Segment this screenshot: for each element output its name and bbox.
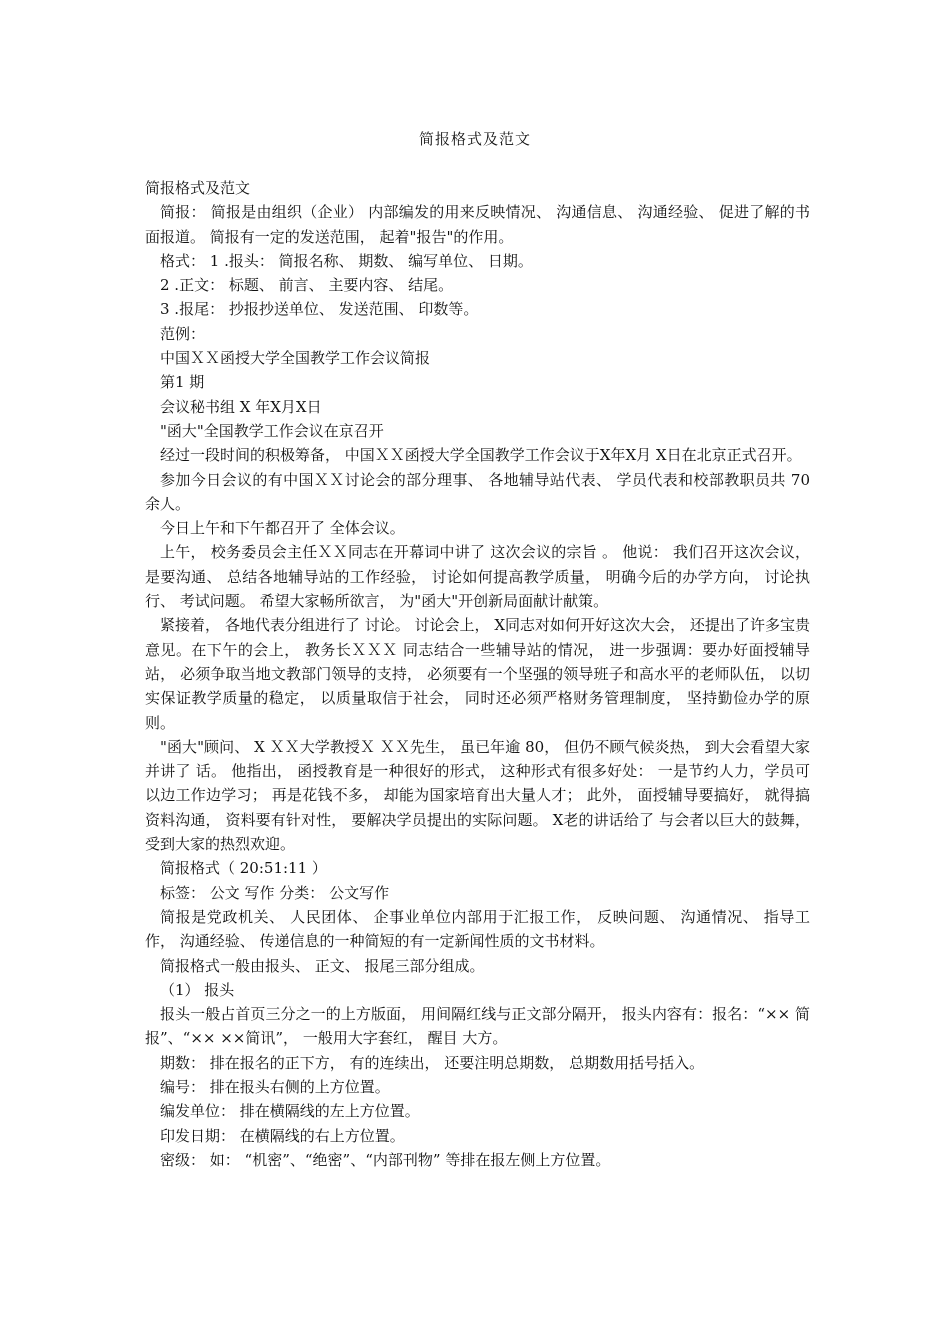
paragraph: 密级： 如： “机密”、“绝密”、“内部刊物” 等排在报左侧上方位置。 <box>160 1150 611 1169</box>
paragraph: 第1 期 <box>160 373 205 392</box>
paragraph: 编发单位： 排在横隔线的左上方位置。 <box>160 1102 420 1121</box>
paragraph: 参加今日会议的有中国ＸＸ讨论会的部分理事、 各地辅导站代表、 学员代表和校部教职员共 70 余人。 <box>145 470 810 513</box>
paragraph: 标签： 公文 写作 分类： 公文写作 <box>160 883 390 902</box>
paragraph-heading: 简报格式及范文 <box>145 179 251 197</box>
document-body <box>145 176 810 1172</box>
paragraph: 紧接着， 各地代表分组进行了 讨论。 讨论会上， X同志对如何开好这次大会， 还提出了许多宝贵意见。在下午的会上， 教务长ＸＸＸ 同志结合一些辅导站的情况， 进一步强调：要办好面授辅导站， 必须争取当地文教部门领导的支持， 必须要有一个坚强的领导班子和高水平的老师队伍， 以切实保证教学质量的稳定， 以质量取信于社会， 同时还必须严格财务管理制度， 坚持勤俭办学的原则。 <box>145 616 810 732</box>
paragraph: 简报是党政机关、 人民团体、 企事业单位内部用于汇报工作， 反映问题、 沟通情况、 指导工作， 沟通经验、 传递信息的一种简短的有一定新闻性质的文书材料。 <box>145 907 810 951</box>
paragraph: "函大"全国教学工作会议在京召开 <box>160 421 384 440</box>
paragraph: 格式： 1 .报头： 简报名称、 期数、 编写单位、 日期。 <box>160 251 533 270</box>
paragraph: 范例： <box>160 324 206 343</box>
paragraph: 经过一段时间的积极筹备， 中国ＸＸ函授大学全国教学工作会议于X年X月 X日在北京正式召开。 <box>160 446 802 465</box>
paragraph: 3 .报尾： 抄报抄送单位、 发送范围、 印数等。 <box>160 300 479 319</box>
paragraph: 简报格式（ 20:51:11 ） <box>160 859 327 878</box>
paragraph: "函大"顾问、 X ＸＸ大学教授Ｘ ＸＸ先生， 虽已年逾 80， 但仍不顾气候炎热， 到大会看望大家并讲了 话。 他指出， 函授教育是一种很好的形式， 这种形式有很多好处： 一是节约人力，学员可以边工作边学习； 再是花钱不多， 却能为国家培育出大量人才； 此外， 面授辅导要搞好， 就得搞资料沟通， 资料要有针对性， 要解决学员提出的实际问题。 X老的讲话给了 与会者以巨大的鼓舞， 受到大家的热烈欢迎。 <box>145 737 810 854</box>
paragraph: 印发日期： 在横隔线的右上方位置。 <box>160 1126 405 1145</box>
document-title: 简报格式及范文 <box>418 130 531 148</box>
paragraph: 期数： 排在报名的正下方， 有的连续出， 还要注明总期数， 总期数用括号括入。 <box>160 1053 705 1072</box>
paragraph: 中国ＸＸ函授大学全国教学工作会议简报 <box>160 349 431 368</box>
paragraph: 简报格式一般由报头、 正文、 报尾三部分组成。 <box>160 956 485 975</box>
paragraph: 报头一般占首页三分之一的上方版面， 用间隔红线与正文部分隔开， 报头内容有：报名：“×× 简报”、“×× ××简讯”， 一般用大字套红， 醒目 大方。 <box>145 1005 810 1048</box>
paragraph: 会议秘书组 X 年X月X日 <box>160 397 322 416</box>
paragraph: 今日上午和下午都召开了 全体会议。 <box>160 519 405 538</box>
paragraph: 编号： 排在报头右侧的上方位置。 <box>160 1077 390 1096</box>
paragraph: 简报： 简报是由组织（企业） 内部编发的用来反映情况、 沟通信息、 沟通经验、 促进了解的书面报道。 简报有一定的发送范围， 起着"报告"的作用。 <box>145 203 810 246</box>
paragraph: 上午， 校务委员会主任ＸＸ同志在开幕词中讲了 这次会议的宗旨 。 他说： 我们召开这次会议， 是要沟通、 总结各地辅导站的工作经验， 讨论如何提高教学质量， 明确今后的办学方向， 讨论执行、 考试问题。 希望大家畅所欲言， 为"函大"开创新局面献计献策。 <box>145 543 810 611</box>
paragraph: （1） 报头 <box>160 980 235 999</box>
paragraph: 2 .正文： 标题、 前言、 主要内容、 结尾。 <box>160 276 454 295</box>
